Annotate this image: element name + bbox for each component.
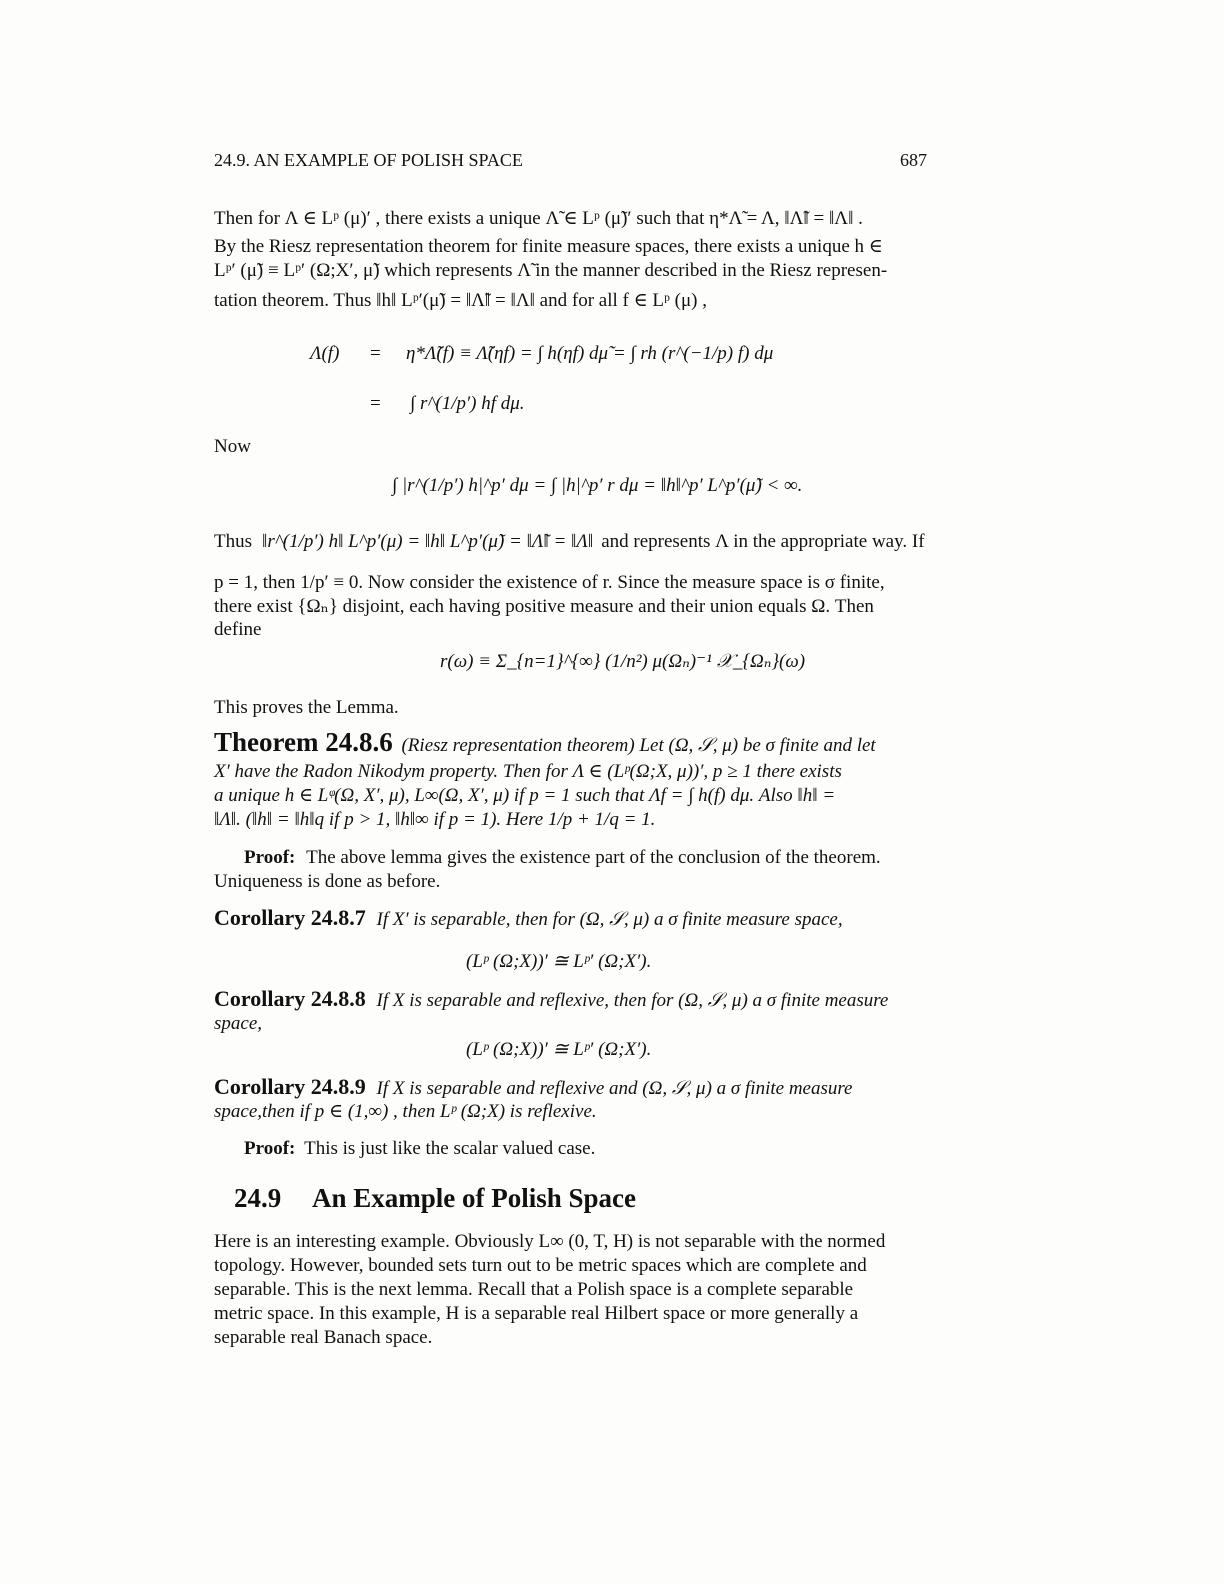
now-label: Now	[214, 436, 251, 457]
theorem-line-1	[214, 727, 927, 758]
theorem-label: Theorem 24.8.6	[214, 727, 393, 757]
cor8-line-1	[214, 987, 927, 1013]
thus-line-3: there exist {Ωₙ} disjoint, each having positive measure and their union equals Ω. Then	[214, 596, 874, 617]
page-number: 687	[900, 150, 927, 170]
eq1-equals-2: =	[370, 393, 381, 414]
theorem-line-4: ‖Λ‖. (‖h‖ = ‖h‖q if p > 1, ‖h‖∞ if p = 1). Here 1/p + 1/q = 1.	[214, 809, 656, 830]
proof-2-text: This is just like the scalar valued case.	[304, 1138, 596, 1159]
cor7-eq: (Lᵖ (Ω;X))′ ≅ Lᵖ′ (Ω;X′).	[466, 951, 652, 972]
intro-line-1: Then for Λ ∈ Lᵖ (μ)′ , there exists a unique Λ̃ ∈ Lᵖ (μ̃)′ such that η*Λ̃ = Λ, ‖Λ̃‖ = ‖Λ‖ .	[214, 208, 863, 229]
thus-line-1	[214, 530, 927, 554]
running-header	[214, 148, 927, 172]
theorem-line-3: a unique h ∈ Lᵠ(Ω, X′, μ), L∞(Ω, X′, μ) if p = 1 such that Λf = ∫ h(f) dμ. Also ‖h‖ =	[214, 785, 836, 806]
cor9-label: Corollary 24.8.9	[214, 1074, 366, 1099]
intro-line-4: tation theorem. Thus ‖h‖ Lᵖ′(μ̃) = ‖Λ̃‖ = ‖Λ‖ and for all f ∈ Lᵖ (μ) ,	[214, 290, 708, 311]
cor7-label: Corollary 24.8.7	[214, 905, 366, 930]
proof-1-line-1	[244, 846, 927, 870]
cor7-line	[214, 906, 927, 932]
section-line-1: Here is an interesting example. Obviously L∞ (0, T, H) is not separable with the normed	[214, 1231, 886, 1252]
header-section: 24.9. AN EXAMPLE OF POLISH SPACE	[214, 150, 523, 170]
theorem-text-1: (Riesz representation theorem) Let (Ω, 𝒮, μ) be σ finite and let	[401, 735, 876, 756]
eq1-lhs: Λ(f)	[310, 343, 340, 364]
eq1-rhs-2: ∫ r^(1/p′) hf dμ.	[410, 393, 525, 414]
theorem-line-2: X′ have the Radon Nikodym property. Then for Λ ∈ (Lᵖ(Ω;X, μ))′, p ≥ 1 there exists	[214, 761, 842, 782]
cor8-text: If X is separable and reflexive, then for (Ω, 𝒮, μ) a σ finite measure	[376, 990, 889, 1011]
section-line-2: topology. However, bounded sets turn out to be metric spaces which are complete and	[214, 1255, 867, 1276]
eq3: r(ω) ≡ Σ_{n=1}^{∞} (1/n²) μ(Ωₙ)⁻¹ 𝒳_{Ωₙ}(ω)	[440, 651, 806, 672]
section-number: 24.9	[234, 1183, 282, 1213]
thus-math: ‖r^(1/p′) h‖ L^p′(μ) = ‖h‖ L^p′(μ̃) = ‖Λ̃‖ = ‖Λ‖	[262, 531, 594, 552]
intro-line-2: By the Riesz representation theorem for finite measure spaces, there exists a unique h ∈	[214, 236, 883, 257]
proof-2	[244, 1137, 595, 1161]
proof-1-line-2: Uniqueness is done as before.	[214, 871, 441, 892]
proof-1-text: The above lemma gives the existence part of the conclusion of the theorem.	[306, 847, 881, 868]
section-title: An Example of Polish Space	[312, 1183, 637, 1213]
thus-suffix: and represents Λ in the appropriate way. If	[601, 531, 925, 552]
cor9-text: If X is separable and reflexive and (Ω, 𝒮, μ) a σ finite measure	[376, 1078, 853, 1099]
intro-line-3: Lᵖ′ (μ̃) ≡ Lᵖ′ (Ω;X′, μ̃) which represents Λ̃ in the manner described in the Riesz represen-	[214, 260, 888, 281]
proof-1-label: Proof:	[244, 847, 296, 868]
section-line-4: metric space. In this example, H is a separable real Hilbert space or more generally a	[214, 1303, 859, 1324]
cor7-text: If X′ is separable, then for (Ω, 𝒮, μ) a σ finite measure space,	[376, 909, 843, 930]
thus-prefix: Thus	[214, 531, 252, 552]
proof-2-label: Proof:	[244, 1138, 296, 1159]
eq1-equals-1: =	[370, 343, 381, 364]
cor9-line-2: space,then if p ∈ (1,∞) , then Lᵖ (Ω;X) is reflexive.	[214, 1101, 597, 1122]
section-line-5: separable real Banach space.	[214, 1327, 433, 1348]
cor8-eq: (Lᵖ (Ω;X))′ ≅ Lᵖ′ (Ω;X′).	[466, 1039, 652, 1060]
cor9-line-1	[214, 1075, 927, 1101]
proves-lemma: This proves the Lemma.	[214, 697, 399, 718]
cor8-line-2: space,	[214, 1013, 263, 1034]
section-heading	[234, 1183, 637, 1213]
thus-line-4: define	[214, 619, 262, 640]
cor8-label: Corollary 24.8.8	[214, 986, 366, 1011]
thus-line-2: p = 1, then 1/p′ ≡ 0. Now consider the existence of r. Since the measure space is σ finite,	[214, 572, 885, 593]
eq2: ∫ |r^(1/p′) h|^p′ dμ = ∫ |h|^p′ r dμ = ‖h‖^p′ L^p′(μ̃) < ∞.	[392, 475, 803, 496]
section-line-3: separable. This is the next lemma. Recall that a Polish space is a complete separable	[214, 1279, 854, 1300]
eq1-rhs-1: η*Λ̃(f) ≡ Λ̃(ηf) = ∫ h(ηf) dμ̃ = ∫ rh (r^(−1/p) f) dμ	[406, 343, 774, 364]
